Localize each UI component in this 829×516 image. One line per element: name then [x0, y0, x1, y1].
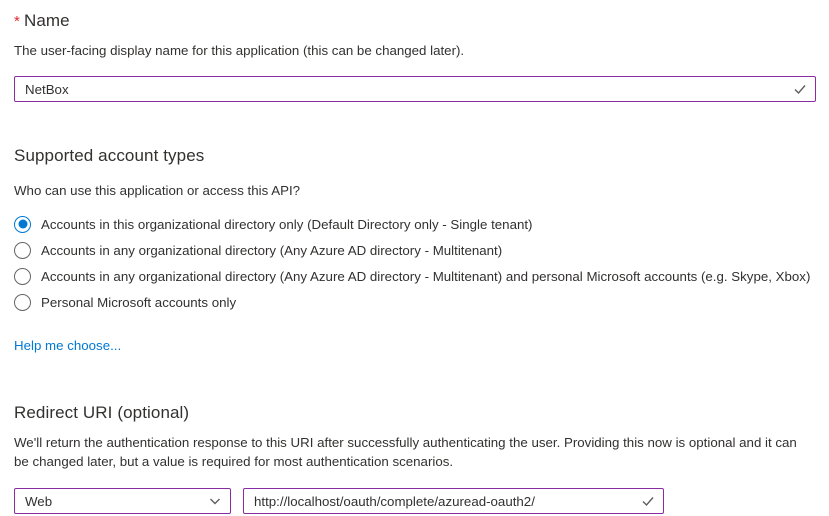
radio-option-multitenant[interactable]	[14, 237, 816, 263]
redirect-uri-section	[14, 403, 816, 514]
radio-option-single-tenant[interactable]	[14, 211, 816, 237]
name-section-title	[14, 11, 816, 31]
name-input-field	[14, 76, 816, 102]
radio-button-icon	[14, 294, 31, 311]
help-me-choose-link[interactable]: Help me choose...	[14, 338, 122, 353]
radio-option-label: Personal Microsoft accounts only	[41, 294, 237, 310]
account-types-question: Who can use this application or access this API?	[14, 183, 301, 198]
redirect-uri-controls	[14, 488, 816, 514]
radio-button-icon	[14, 268, 31, 285]
redirect-uri-input-field	[243, 488, 664, 514]
name-description: The user-facing display name for this application (this can be changed later).	[14, 43, 465, 58]
platform-select[interactable]	[14, 488, 231, 514]
radio-option-personal-only[interactable]	[14, 289, 816, 315]
redirect-uri-description: We'll return the authentication response to this URI after successfully authenticating the user. Providing this now is optional and it can be changed later, but a value is required for most authentication scenarios.	[14, 435, 797, 469]
redirect-uri-title: Redirect URI (optional)	[14, 403, 190, 422]
name-title-text: Name	[23, 11, 70, 30]
radio-option-label: Accounts in any organizational directory (Any Azure AD directory - Multitenant)	[41, 242, 503, 258]
name-input[interactable]	[15, 77, 815, 101]
supported-account-types-section	[14, 146, 816, 355]
account-type-radio-group	[14, 211, 816, 315]
required-asterisk: *	[14, 13, 20, 30]
radio-button-icon	[14, 242, 31, 259]
radio-option-label: Accounts in any organizational directory (Any Azure AD directory - Multitenant) and personal Microsoft accounts (e.g. Skype, Xbox)	[41, 268, 811, 284]
radio-button-icon	[14, 216, 31, 233]
chevron-down-icon	[208, 494, 222, 508]
radio-option-multitenant-personal[interactable]	[14, 263, 816, 289]
supported-account-types-title: Supported account types	[14, 146, 205, 165]
radio-option-label: Accounts in this organizational directory only (Default Directory only - Single tenant)	[41, 216, 533, 232]
name-section	[14, 11, 816, 102]
redirect-uri-input[interactable]	[244, 489, 663, 513]
platform-select-value: Web	[25, 493, 53, 509]
